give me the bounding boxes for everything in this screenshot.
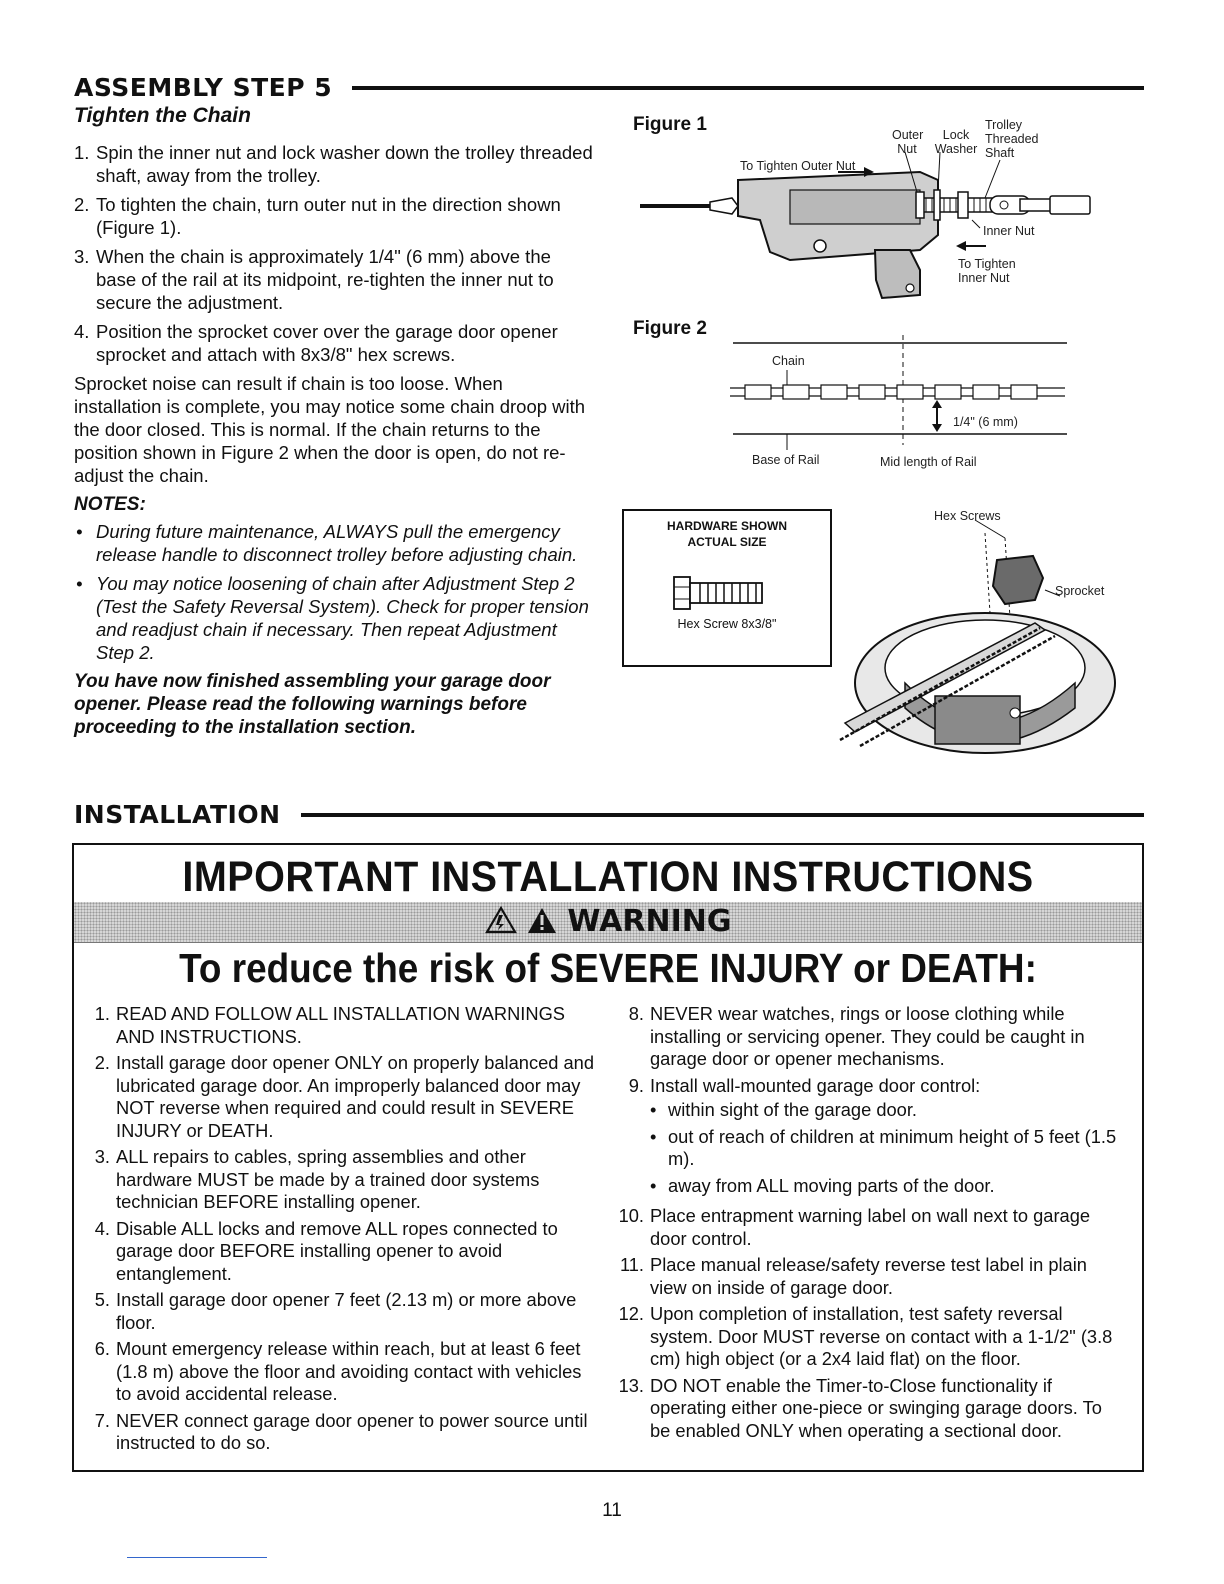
list-item: 4. Disable ALL locks and remove ALL ropes connected to garage door BEFORE installing opener to avoid entanglement. xyxy=(94,1217,558,1284)
installation-header xyxy=(74,800,1144,829)
outer-nut-label: Outer Nut xyxy=(892,128,924,156)
mid-length-label: Mid length of Rail xyxy=(880,455,977,469)
assembly-steps xyxy=(74,141,594,366)
list-item: 1. Spin the inner nut and lock washer down the trolley threaded shaft, away from the trolley. xyxy=(74,142,593,186)
chain-label: Chain xyxy=(772,354,805,368)
list-item: 13. DO NOT enable the Timer-to-Close functionality if operating either one-piece or swinging garage doors. To be enabled ONLY when operating a sectional door. xyxy=(618,1374,1102,1441)
to-tighten-outer-nut-label: To Tighten Outer Nut xyxy=(740,159,856,173)
warning-band xyxy=(74,902,1142,943)
notes-list xyxy=(74,520,594,664)
list-item: 12. Upon completion of installation, test safety reversal system. Door MUST reverse on contact with a 1-1/2" (3.8 cm) high object (or a 2x4 laid flat) on the floor. xyxy=(618,1303,1113,1369)
instructions-right-column xyxy=(616,1003,1126,1446)
assembly-subtitle: Tighten the Chain xyxy=(74,104,251,127)
list-item: • away from ALL moving parts of the door. xyxy=(650,1174,995,1196)
important-instructions-box xyxy=(72,843,1144,1472)
hex-screw-icon xyxy=(672,573,782,613)
list-item: 3. When the chain is approximately 1/4" (6 mm) above the base of the rail at its midpoint, re-tighten the inner nut to secure the adjustment. xyxy=(74,246,554,313)
list-item: • During future maintenance, ALWAYS pull the emergency release handle to disconnect trolley before adjusting chain. xyxy=(76,521,578,565)
inner-nut-label: Inner Nut xyxy=(983,224,1035,238)
list-item: 8. NEVER wear watches, rings or loose clothing while installing or servicing opener. They could be caught in garage door or opener mechanisms. xyxy=(628,1003,1085,1069)
header-rule xyxy=(301,813,1145,817)
page-number: 11 xyxy=(602,1500,622,1521)
warning-triangle-icon xyxy=(485,906,517,934)
assembly-text xyxy=(74,104,594,739)
assembly-header xyxy=(74,73,1144,102)
footer-rule xyxy=(127,1557,267,1558)
figure2-chain-diagram xyxy=(725,330,1075,450)
list-item: 4. Position the sprocket cover over the garage door opener sprocket and attach with 8x3/8" hex screws. xyxy=(74,321,558,365)
list-item: 9. Install wall-mounted garage door control: • within sight of the garage door. • out of reach of children at minimum height of 5 feet (1.5 m). • away from ALL moving parts of the door. xyxy=(616,1075,1126,1202)
list-item: 1. READ AND FOLLOW ALL INSTALLATION WARNINGS AND INSTRUCTIONS. xyxy=(94,1003,565,1047)
list-item: • out of reach of children at minimum height of 5 feet (1.5 m). xyxy=(650,1125,1117,1169)
list-item: 10. Place entrapment warning label on wall next to garage door control. xyxy=(618,1205,1091,1249)
list-item: 7. NEVER connect garage door opener to power source until instructed to do so. xyxy=(94,1409,588,1453)
figure1-trolley-diagram xyxy=(620,110,1120,310)
base-of-rail-label: Base of Rail xyxy=(752,453,820,467)
hardware-subtitle: ACTUAL SIZE xyxy=(687,535,767,549)
reduce-risk-heading: To reduce the risk of SEVERE INJURY or DEATH: xyxy=(179,945,1037,991)
list-item: • within sight of the garage door. xyxy=(650,1099,917,1120)
trolley-shaft-label: Trolley Threaded Shaft xyxy=(985,118,1039,160)
figure2-label: Figure 2 xyxy=(633,318,707,339)
hardware-caption: Hex Screw 8x3/8" xyxy=(677,617,777,631)
list-item: 3. ALL repairs to cables, spring assemblies and other hardware MUST be made by a trained door systems technician BEFORE installing opener. xyxy=(94,1146,540,1212)
list-item: 5. Install garage door opener 7 feet (2.13 m) or more above floor. xyxy=(94,1289,577,1333)
figure1-label: Figure 1 xyxy=(633,114,707,135)
header-rule xyxy=(352,86,1144,90)
warning-text: WARNING xyxy=(567,904,732,939)
measure-label: 1/4" (6 mm) xyxy=(953,415,1018,429)
warning-label xyxy=(74,902,1142,942)
list-item: 2. Install garage door opener ONLY on properly balanced and lubricated garage door. An improperly balanced door may NOT reverse when required and could result in SEVERE INJURY or DEATH. xyxy=(94,1052,595,1141)
list-item: 11. Place manual release/safety reverse test label in plain view on inside of garage door. xyxy=(619,1254,1087,1298)
assembly-heading: ASSEMBLY STEP 5 xyxy=(74,73,333,102)
instructions-left-column xyxy=(82,1003,594,1459)
hardware-box xyxy=(622,509,832,667)
installation-heading: INSTALLATION xyxy=(74,800,281,829)
finished-statement: You have now finished assembling your garage door opener. Please read the following warnings before proceeding to the installation section. xyxy=(74,671,551,738)
list-item: 2. To tighten the chain, turn outer nut in the direction shown (Figure 1). xyxy=(74,194,561,238)
list-item: • You may notice loosening of chain after Adjustment Step 2 (Test the Safety Reversal System). Check for proper tension and readjust chain if necessary. Then repeat Adjustment Step 2. xyxy=(76,573,589,663)
warning-exclamation-icon xyxy=(527,907,557,934)
list-item: 6. Mount emergency release within reach, but at least 6 feet (1.8 m) above the floor and avoiding contact with vehicles to avoid accidental release. xyxy=(94,1338,582,1404)
hex-screws-label: Hex Screws xyxy=(934,509,1001,523)
to-tighten-inner-nut-label: To Tighten Inner Nut xyxy=(958,257,1016,285)
sprocket-label: Sprocket xyxy=(1055,584,1105,598)
hardware-title: HARDWARE SHOWN xyxy=(667,519,787,533)
lock-washer-label: Lock Washer xyxy=(934,128,978,156)
important-title: IMPORTANT INSTALLATION INSTRUCTIONS xyxy=(182,853,1034,901)
notes-heading: NOTES: xyxy=(74,494,146,515)
sprocket-noise-paragraph: Sprocket noise can result if chain is too loose. When installation is complete, you may notice some chain droop with the door closed. This is normal. If the chain returns to the position shown in Figure 2 when the door is open, do not re-adjust the chain. xyxy=(74,373,586,486)
sprocket-cover-diagram xyxy=(835,508,1125,768)
